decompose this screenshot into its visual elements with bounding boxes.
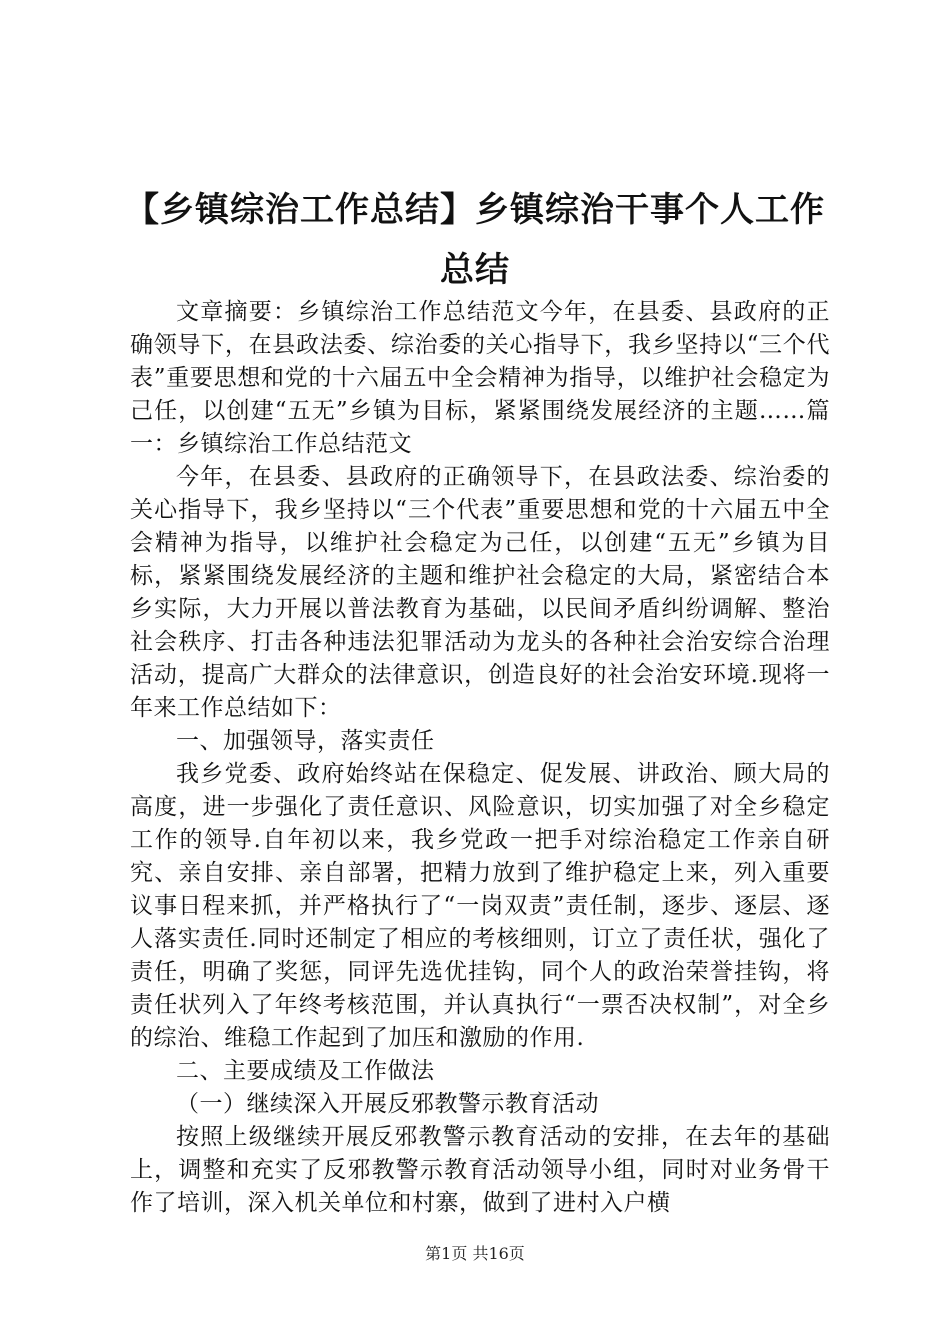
subsection-1-paragraph: 按照上级继续开展反邪教警示教育活动的安排，在去年的基础上，调整和充实了反邪教警示教育活动领导小组，同时对业务骨干作了培训，深入机关单位和村寨，做到了进村入户横	[130, 1124, 830, 1216]
section-1-paragraph: 我乡党委、政府始终站在保稳定、促发展、讲政治、顾大局的高度，进一步强化了责任意识、风险意识，切实加强了对全乡稳定工作的领导.自年初以来，我乡党政一把手对综治稳定工作亲自研究、亲自安排、亲自部署，把精力放到了维护稳定上来，列入重要议事日程来抓，并严格执行了“一岗双责”责任制，逐步、逐层、逐人落实责任.同时还制定了相应的考核细则，订立了责任状，强化了责任，明确了奖惩，同评先选优挂钩，同个人的政治荣誉挂钩，将责任状列入了年终考核范围，并认真执行“一票否决权制”，对全乡的综治、维稳工作起到了加压和激励的作用.	[130, 761, 830, 1051]
section-heading-2: 二、主要成绩及工作做法	[176, 1058, 435, 1084]
page-title: 【乡镇综治工作总结】乡镇综治干事个人工作总结	[125, 190, 825, 290]
intro-paragraph: 今年，在县委、县政府的正确领导下，在县政法委、综治委的关心指导下，我乡坚持以“三个代表”重要思想和党的十六届五中全会精神为指导，以维护社会稳定为己任，以创建“五无”乡镇为目标，紧紧围绕发展经济的主题和维护社会稳定的大局，紧密结合本乡实际，大力开展以普法教育为基础，以民间矛盾纠纷调解、整治社会秩序、打击各种违法犯罪活动为龙头的各种社会治安综合治理活动，提高广大群众的法律意识，创造良好的社会治安环境.现将一年来工作总结如下：	[130, 464, 830, 721]
abstract-paragraph: 文章摘要：乡镇综治工作总结范文今年，在县委、县政府的正确领导下，在县政法委、综治委的关心指导下，我乡坚持以“三个代表”重要思想和党的十六届五中全会精神为指导，以维护社会稳定为己任，以创建“五无”乡镇为目标，紧紧围绕发展经济的主题……篇一：乡镇综治工作总结范文	[130, 299, 830, 457]
document-body	[130, 296, 830, 1220]
page-footer: 第1页 共16页	[425, 1244, 525, 1263]
section-heading-1: 一、加强领导，落实责任	[176, 728, 435, 754]
subsection-heading-1: （一）继续深入开展反邪教警示教育活动	[176, 1091, 599, 1117]
